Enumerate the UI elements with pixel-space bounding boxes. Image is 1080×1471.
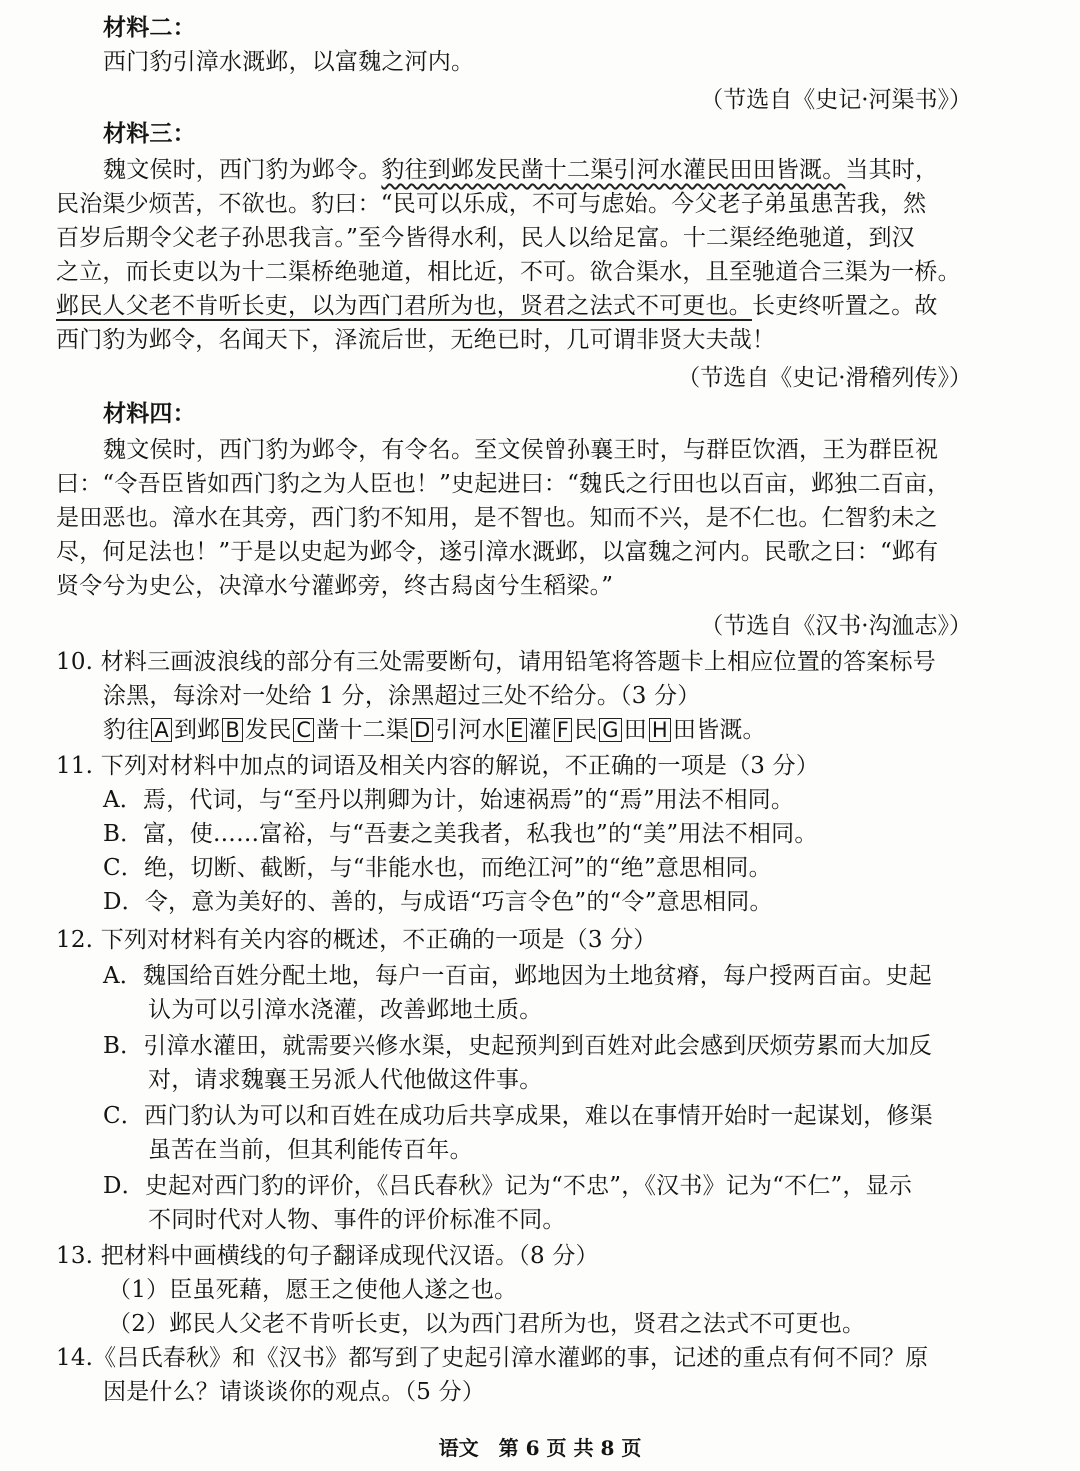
material-2-text: 西门豹引漳水溉邺，以富魏之河内。: [103, 49, 475, 75]
material-3-source: （节选自《史记·滑稽列传》）: [677, 365, 972, 391]
material-4-line-2: 曰：“令吾臣皆如西门豹之为人臣也！”史起进曰：“魏氏之行田也以百亩，邺独二百亩，: [56, 471, 951, 497]
segment: 到邺: [173, 717, 221, 743]
option-box-c[interactable]: C: [293, 718, 314, 742]
question-13-stem: 13. 把材料中画横线的句子翻译成现代汉语。（8 分）: [56, 1243, 599, 1269]
wavy-underlined-sentence: 豹往到邺发民凿十二渠引河水灌民田田皆溉。: [381, 157, 846, 183]
material-3-line-6: 西门豹为邺令，名闻天下，泽流后世，无绝已时，几可谓非贤大夫哉！: [56, 327, 776, 353]
question-12-option-a-2: 认为可以引漳水浇灌，改善邺地土质。: [148, 997, 543, 1023]
question-12-option-b-1: B．引漳水灌田，就需要兴修水渠，史起预判到百姓对此会感到厌烦劳累而大加反: [103, 1033, 933, 1059]
question-10-stem: 10. 材料三画波浪线的部分有三处需要断句，请用铅笔将答题卡上相应位置的答案标号: [56, 649, 936, 675]
material-3-line-5-end: 长吏终听置之。故: [752, 293, 938, 319]
segment: 豹往: [103, 717, 150, 743]
segment: 田: [623, 717, 647, 743]
material-4-source: （节选自《汉书·沟洫志》）: [700, 613, 972, 639]
material-4-line-1: 魏文侯时，西门豹为邺令，有令名。至文侯曾孙襄王时，与群臣饮酒，王为群臣祝: [103, 437, 939, 463]
question-12-option-b-2: 对，请求魏襄王另派人代他做这件事。: [148, 1067, 543, 1093]
material-4-heading: 材料四：: [103, 400, 196, 427]
page-footer: 语文 第 6 页 共 8 页: [438, 1436, 642, 1460]
option-box-h[interactable]: H: [649, 718, 671, 742]
material-3-heading: 材料三：: [103, 120, 196, 147]
material-4-line-4: 尽，何足法也！”于是以史起为邺令，遂引漳水溉邺，以富魏之河内。民歌之曰：“邺有: [56, 539, 939, 565]
question-13-sentence-1: （1）臣虽死藉，愿王之使他人遂之也。: [108, 1277, 518, 1303]
question-12-stem: 12. 下列对材料有关内容的概述，不正确的一项是（3 分）: [56, 927, 657, 953]
material-3-line-4: 之立，而长吏以为十二渠桥绝驰道，相比近，不可。欲合渠水，且至驰道合三渠为一桥。: [56, 259, 961, 285]
segment: 民: [574, 717, 598, 743]
question-11-stem: 11. 下列对材料中加点的词语及相关内容的解说，不正确的一项是（3 分）: [56, 753, 820, 779]
question-10-stem-2: 涂黑，每涂对一处给 1 分，涂黑超过三处不给分。（3 分）: [103, 683, 701, 709]
material-4-line-5: 贤令兮为史公，决漳水兮灌邺旁，终古舄卤兮生稻梁。”: [56, 573, 614, 599]
material-3-line-1-end: 当其时，: [845, 157, 939, 183]
question-12-option-d-2: 不同时代对人物、事件的评价标准不同。: [148, 1207, 566, 1233]
question-14-stem: 14.《吕氏春秋》和《汉书》都写到了史起引漳水灌邺的事，记述的重点有何不同？原: [56, 1345, 929, 1371]
material-4-line-3: 是田恶也。漳水在其旁，西门豹不知用，是不智也。知而不兴，是不仁也。仁智豹未之: [56, 505, 938, 531]
question-10-options: [103, 716, 766, 744]
option-box-g[interactable]: G: [599, 718, 621, 742]
question-11-option-a: A．焉，代词，与“至丹以荆卿为计，始速祸焉”的“焉”用法不相同。: [103, 787, 795, 813]
option-box-d[interactable]: D: [411, 718, 433, 742]
question-12-option-c-1: C．西门豹认为可以和百姓在成功后共享成果，难以在事情开始时一起谋划，修渠: [103, 1103, 933, 1129]
question-14-stem-2: 因是什么？请谈谈你的观点。（5 分）: [103, 1379, 486, 1405]
segment: 引河水: [435, 717, 506, 743]
question-11-option-c: C．绝，切断、截断，与“非能水也，而绝江河”的“绝”意思相同。: [103, 855, 772, 881]
question-11-option-d: D．令，意为美好的、善的，与成语“巧言令色”的“令”意思相同。: [103, 889, 773, 915]
material-2-heading: 材料二：: [103, 14, 196, 41]
segment: 田皆溉。: [672, 717, 766, 743]
question-13-sentence-2: （2）邺民人父老不肯听长吏，以为西门君所为也，贤君之法式不可更也。: [108, 1311, 866, 1337]
question-11-option-b: B．富，使……富裕，与“吾妻之美我者，私我也”的“美”用法不相同。: [103, 821, 818, 847]
material-3-line-1: [103, 156, 938, 184]
question-12-option-a-1: A．魏国给百姓分配土地，每户一百亩，邺地因为土地贫瘠，每户授两百亩。史起: [103, 963, 932, 989]
option-box-e[interactable]: E: [507, 718, 526, 742]
material-3-line-5: [56, 292, 938, 320]
material-3-line-3: 百岁后期令父老子孙思我言。”至今皆得水利，民人以给足富。十二渠经绝驰道，到汉: [56, 225, 915, 251]
segment: 灌: [528, 717, 552, 743]
option-box-f[interactable]: F: [554, 718, 572, 742]
question-12-option-d-1: D．史起对西门豹的评价，《吕氏春秋》记为“不忠”，《汉书》记为“不仁”，显示: [103, 1173, 913, 1199]
underlined-sentence: 邺民人父老不肯听长吏，以为西门君所为也，贤君之法式不可更也。: [56, 293, 752, 319]
option-box-b[interactable]: B: [222, 718, 243, 742]
segment: 发民: [245, 717, 292, 743]
question-12-option-c-2: 虽苦在当前，但其利能传百年。: [148, 1137, 473, 1163]
material-3-line-1-start: 魏文侯时，西门豹为邺令。: [103, 157, 382, 183]
segment: 凿十二渠: [316, 717, 410, 743]
material-3-line-2: 民治渠少烦苦，不欲也。豹曰：“民可以乐成，不可与虑始。今父老子弟虽患苦我，然: [56, 191, 927, 217]
material-2-source: （节选自《史记·河渠书》）: [700, 87, 972, 113]
option-box-a[interactable]: A: [151, 718, 172, 742]
